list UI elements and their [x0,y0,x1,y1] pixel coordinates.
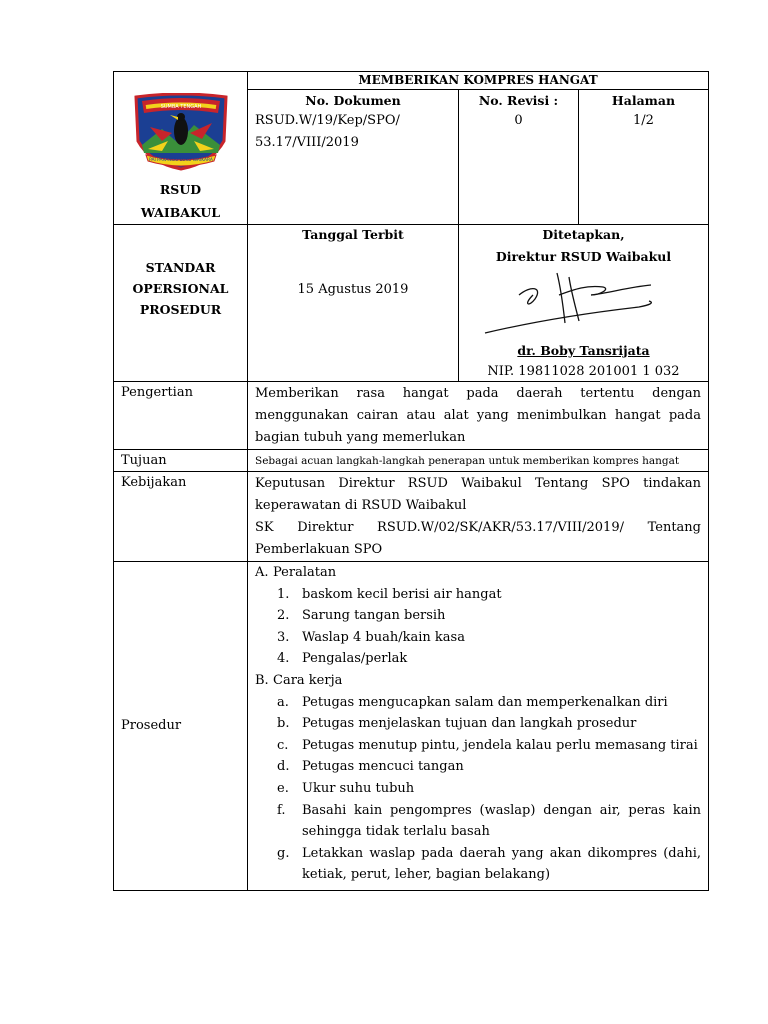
no-revisi-label: No. Revisi : [478,93,559,109]
list-item-text: Petugas mengucapkan salam dan memperkenalkan diri [302,694,668,710]
tanggal-terbit-value: 15 Agustus 2019 [297,282,409,297]
prosedur-content [248,562,709,891]
no-revisi-value: 0 [514,113,523,129]
list-item-marker: a. [277,694,289,710]
hospital-name: RSUD WAIBAKUL [140,182,221,220]
list-item-marker: 2. [277,608,290,624]
list-item [255,692,701,714]
approval-cell [459,225,709,382]
list-item-marker: f. [277,802,286,818]
cara-kerja-list [255,692,701,886]
list-item-text: Waslap 4 buah/kain kasa [302,629,465,645]
kebijakan-label: Kebijakan [114,472,248,562]
signer-name: dr. Boby Tansrijata [517,343,650,358]
list-item [255,800,701,843]
kebijakan-line-2: SK Direktur RSUD.W/02/SK/AKR/53.17/VIII/2019/ Tentang Pemberlakuan SPO [255,520,701,557]
tujuan-label: Tujuan [114,450,248,472]
tanggal-terbit-cell [248,225,459,382]
halaman-label: Halaman [611,93,676,109]
list-item-text: Ukur suhu tubuh [302,780,415,796]
list-item [255,648,701,670]
list-item-marker: d. [277,759,290,775]
tujuan-text: Sebagai acuan langkah-langkah penerapan untuk memberikan kompres hangat [248,450,709,472]
list-item-text: Petugas mencuci tangan [302,759,464,775]
list-item-marker: g. [277,845,290,861]
direktur-label: Direktur RSUD Waibakul [495,249,672,264]
list-item [255,627,701,649]
emblem-top-text: SUMBA TENGAH [160,104,202,110]
peralatan-list [255,584,701,670]
list-item-text: Pengalas/perlak [302,651,408,667]
list-item [255,605,701,627]
list-item-text: baskom kecil berisi air hangat [302,586,502,602]
list-item-text: Petugas menjelaskan tujuan dan langkah prosedur [302,716,637,732]
tanggal-terbit-label: Tanggal Terbit [302,227,404,242]
prosedur-label: Prosedur [114,562,248,891]
list-item-text: Letakkan waslap pada daerah yang akan dikompres (dahi, ketiak, perut, leher, bagian belakang) [302,845,701,883]
list-item-marker: c. [277,737,289,753]
section-cara-kerja-title: Cara kerja [273,672,343,688]
list-item-marker: e. [277,780,289,796]
sop-label-cell [114,225,248,382]
list-item-text: Sarung tangan bersih [302,608,446,624]
list-item [255,843,701,886]
list-item [255,713,701,735]
section-peralatan-title: Peralatan [273,565,337,580]
list-item [255,584,701,606]
halaman-cell [579,90,709,225]
kebijakan-line-1: Keputusan Direktur RSUD Waibakul Tentang SPO tindakan keperawatan di RSUD Waibakul [255,476,701,513]
pengertian-text: Memberikan rasa hangat pada daerah tertentu dengan menggunakan cairan atau alat yang menimbulkan hangat pada bagian tubuh yang memerlukan [248,382,709,450]
halaman-value: 1/2 [633,113,654,129]
list-item [255,735,701,757]
no-dokumen-value: RSUD.W/19/Kep/SPO/ 53.17/VIII/2019 [255,113,400,151]
list-item [255,756,701,778]
list-item [255,778,701,800]
document-title: MEMBERIKAN KOMPRES HANGAT [248,72,709,90]
director-signature [479,265,689,341]
emblem-motto-text: PAI PARANGU LOKU WAIKARA [149,158,213,163]
list-item-marker: 1. [277,586,290,602]
list-item-marker: 4. [277,651,290,667]
signer-nip: NIP. 19811028 201001 1 032 [487,364,680,379]
ditetapkan-label: Ditetapkan, [542,227,625,242]
section-cara-kerja: B. Cara kerja [255,670,701,692]
list-item-text: Petugas menutup pintu, jendela kalau perlu memasang tirai [302,737,698,753]
kebijakan-text [248,472,709,562]
sop-label: STANDAR OPERSIONAL PROSEDUR [132,260,229,317]
hospital-logo-cell [114,72,248,225]
section-peralatan: A. Peralatan [255,562,701,584]
no-dokumen-label: No. Dokumen [305,93,401,109]
no-revisi-cell [459,90,579,225]
sop-document-table [113,71,709,891]
no-dokumen-cell [248,90,459,225]
list-item-marker: 3. [277,629,290,645]
list-item-marker: b. [277,716,290,732]
kabupaten-emblem-icon [132,93,230,171]
list-item-text: Basahi kain pengompres (waslap) dengan air, peras kain sehingga tidak terlalu basah [302,802,701,840]
pengertian-label: Pengertian [114,382,248,450]
